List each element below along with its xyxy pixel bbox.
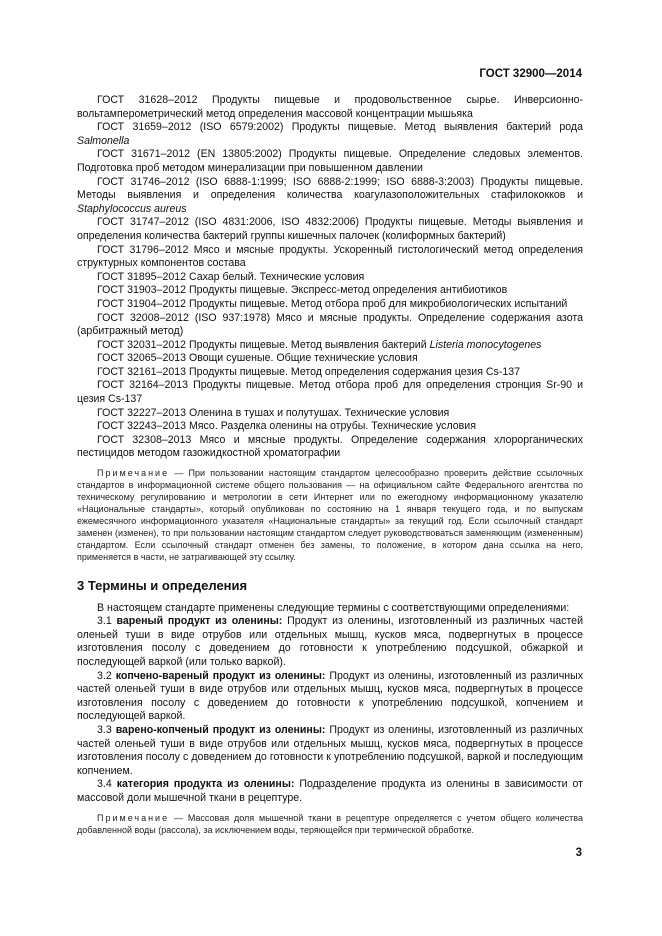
- reference-item: [77, 352, 583, 366]
- term-number: 3.4: [97, 778, 117, 791]
- note-label: Примечание: [97, 812, 170, 823]
- terms-note: [77, 812, 583, 836]
- reference-item: [77, 148, 583, 175]
- page-number: 3: [575, 847, 582, 859]
- reference-item: [77, 339, 583, 353]
- page-content: [77, 94, 583, 836]
- reference-text: ГОСТ 32031–2012 Продукты пищевые. Метод выявления бактерий: [97, 338, 430, 351]
- reference-text: ГОСТ 31904–2012 Продукты пищевые. Метод отбора проб для микробиологических испытаний: [97, 297, 568, 310]
- reference-item: [77, 94, 583, 121]
- reference-item: [77, 176, 583, 217]
- reference-item: [77, 284, 583, 298]
- reference-item: [77, 216, 583, 243]
- section-3-intro: В настоящем стандарте применены следующие термины с соответствующими определениями:: [97, 601, 570, 614]
- reference-text: ГОСТ 31903–2012 Продукты пищевые. Экспресс-метод определения антибиотиков: [97, 284, 508, 297]
- reference-italic-text: Listeria monocytogenes: [429, 338, 542, 351]
- reference-text: ГОСТ 31659–2012 (ISO 6579:2002) Продукты пищевые. Метод выявления бактерий рода: [97, 121, 583, 134]
- terms-list: [77, 615, 583, 805]
- note-text: — При пользовании настоящим стандартом целесообразно проверить действие ссылочных стандартов в информационной системе общего пользования — на официальном сайте Федерального агентства по техническому регулированию и метрологии в сети Интернет или по ежегодному информационному указателю «Национальные стандарты», который опубликован по состоянию на 1 января текущего года, и по выпускам ежемесячного информационного указателя «Национальные стандарты» за текущий год. Если ссылочный стандарт заменен (изменен), то при пользовании настоящим стандартом следует руководствоваться заменяющим (измененным) стандартом. Если ссылочный стандарт отменен без замены, то положение, в котором дана ссылка на него, применяется в части, не затрагивающей эту ссылку.: [77, 468, 583, 563]
- note-text: — Массовая доля мышечной ткани в рецептуре определяется с учетом общего количества добавленной воды (рассола), за исключением воды, теряющейся при термической обработке.: [77, 812, 583, 835]
- reference-item: [77, 407, 583, 421]
- reference-text: ГОСТ 31746–2012 (ISO 6888-1:1999; ISO 6888-2:1999; ISO 6888-3:2003) Продукты пищевые. Методы выявления и определения количества коагулазоположительных стафилококков и: [77, 175, 583, 202]
- term-name: копчено-вареный продукт из оленины:: [115, 669, 326, 682]
- term-text: Подразделение продукта из оленины в зависимости от массовой доли мышечной ткани в рецептуре.: [77, 778, 584, 804]
- term-name: категория продукта из оленины:: [116, 778, 295, 791]
- term-name: вареный продукт из оленины:: [116, 615, 283, 628]
- reference-item: [77, 298, 583, 312]
- reference-text: ГОСТ 31671–2012 (EN 13805:2002) Продукты пищевые. Определение следовых элементов. Подготовка проб методом минерализации при повышенном давлении: [77, 148, 583, 174]
- reference-text: ГОСТ 32008–2012 (ISO 937:1978) Мясо и мясные продукты. Определение содержания азота (арбитражный метод): [77, 311, 583, 338]
- reference-text: ГОСТ 32161–2013 Продукты пищевые. Метод определения содержания цезия Cs-137: [97, 365, 521, 378]
- reference-item: [77, 420, 583, 434]
- note-label: Примечание: [97, 468, 170, 479]
- term-number: 3.1: [97, 615, 117, 628]
- term-definition: [77, 724, 583, 778]
- reference-text: ГОСТ 32065–2013 Овощи сушеные. Общие технические условия: [97, 352, 418, 365]
- term-number: 3.2: [97, 669, 116, 682]
- reference-text: ГОСТ 31895–2012 Сахар белый. Технические условия: [97, 270, 365, 283]
- reference-item: [77, 434, 583, 461]
- reference-item: [77, 271, 583, 285]
- term-text: Продукт из оленины, изготовленный из различных частей оленьей туши в виде отрубов или отдельных мышц, кусков мяса, подвергнутых в процессе изготовления посолу с доведением до готовности к употреблению подсушкой, обжаркой и последующей варкой (или только варкой).: [77, 615, 583, 668]
- reference-text: ГОСТ 31628–2012 Продукты пищевые и продовольственное сырье. Инверсионно-вольтамперометрический метод определения массовой концентрации мышьяка: [77, 94, 583, 120]
- term-text: Продукт из оленины, изготовленный из различных частей оленьей туши в виде отрубов или отдельных мышц, кусков мяса, подвергнутых в процессе изготовления посолу с доведением до готовности к употреблению подсушкой, копчением и последующей варкой.: [77, 669, 584, 723]
- references-note: [77, 467, 583, 563]
- term-number: 3.3: [97, 723, 116, 736]
- normative-references-list: [77, 94, 583, 461]
- reference-item: [77, 379, 583, 406]
- reference-text: ГОСТ 32164–2013 Продукты пищевые. Метод отбора проб для определения стронция Sr-90 и цезия Cs-137: [77, 379, 583, 406]
- reference-italic-text: Salmonella: [77, 134, 130, 147]
- document-number: ГОСТ 32900—2014: [479, 68, 582, 80]
- term-text: Продукт из оленины, изготовленный из различных частей оленьей туши в виде отрубов или отдельных мышц, кусков мяса, подвергнутых в процессе изготовления посолу с доведением до готовности к употреблению подсушкой, варкой и последующим копчением.: [77, 723, 584, 777]
- reference-text: ГОСТ 32308–2013 Мясо и мясные продукты. Определение содержания хлорорганических пестицидов методом газожидкостной хроматографии: [77, 433, 583, 460]
- term-name: варено-копченый продукт из оленины:: [115, 723, 326, 736]
- reference-item: [77, 312, 583, 339]
- reference-text: ГОСТ 31796–2012 Мясо и мясные продукты. Ускоренный гистологический метод определения структурных компонентов состава: [77, 243, 583, 270]
- reference-item: [77, 366, 583, 380]
- term-definition: [77, 778, 583, 805]
- term-definition: [77, 670, 583, 724]
- section-3-title: 3 Термины и определения: [77, 578, 248, 594]
- reference-text: ГОСТ 31747–2012 (ISO 4831:2006, ISO 4832:2006) Продукты пищевые. Методы выявления и определения количества бактерий группы кишечных палочек (колиформных бактерий): [77, 216, 583, 242]
- reference-text: ГОСТ 32243–2013 Мясо. Разделка оленины на отрубы. Технические условия: [97, 420, 476, 433]
- term-definition: [77, 615, 583, 669]
- reference-item: [77, 121, 583, 148]
- reference-item: [77, 244, 583, 271]
- reference-text: ГОСТ 32227–2013 Оленина в тушах и полутушах. Технические условия: [97, 406, 450, 419]
- reference-italic-text: Staphylococcus aureus: [77, 202, 187, 215]
